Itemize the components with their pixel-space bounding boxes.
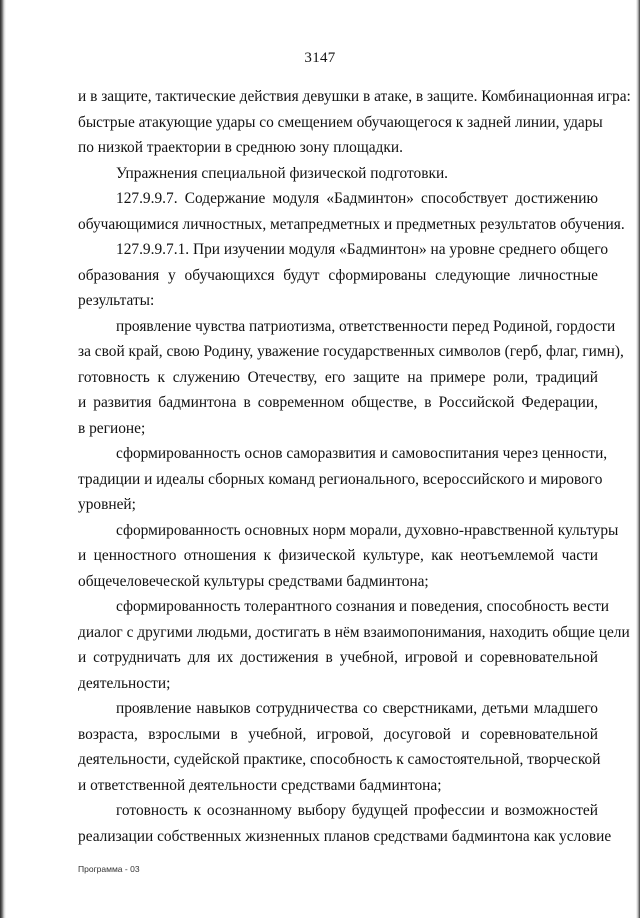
text-line: и сотрудничать для их достижения в учебной, игровой и соревновательной	[78, 649, 598, 666]
scan-right-edge	[636, 0, 640, 918]
page-number: 3147	[304, 50, 336, 66]
paragraph	[78, 798, 612, 849]
paragraph	[78, 186, 625, 237]
paragraph	[78, 314, 624, 442]
page-footer: Программа - 03	[78, 864, 140, 874]
document-body	[78, 84, 631, 849]
text-line: деятельности;	[78, 674, 171, 692]
text-line: традиции и идеалы сборных команд регионального, всероссийского и мирового	[78, 470, 603, 488]
text-line: сформированность толерантного сознания и поведения, способность вести	[116, 598, 610, 615]
text-line: и ответственной деятельности средствами бадминтона;	[78, 776, 442, 794]
scan-left-edge	[0, 0, 6, 918]
text-line: быстрые атакующие удары со смещением обучающегося к задней линии, удары	[78, 113, 603, 131]
text-line: реализации собственных жизненных планов средствами бадминтона как условие	[78, 827, 612, 845]
paragraph	[78, 161, 598, 187]
text-line: 127.9.9.7.1. При изучении модуля «Бадминтон» на уровне среднего общего	[116, 241, 609, 258]
text-line: сформированность основ саморазвития и самовоспитания через ценности,	[116, 445, 608, 462]
text-line: возраста, взрослыми в учебной, игровой, досуговой и соревновательной	[78, 725, 598, 743]
text-line: и ценностного отношения к физической культуре, как неотъемлемой части	[78, 547, 598, 564]
text-line: уровней;	[78, 496, 136, 513]
paragraph	[78, 696, 601, 798]
text-line: образования у обучающихся будут сформированы следующие личностные	[78, 266, 598, 284]
text-line: за свой край, свою Родину, уважение государственных символов (герб, флаг, гимн),	[78, 343, 624, 360]
text-line: Упражнения специальной физической подготовки.	[116, 164, 449, 182]
text-line: готовность к служению Отечеству, его защите на примере роли, традиций	[78, 368, 598, 386]
text-line: деятельности, судейской практике, способность к самостоятельной, творческой	[78, 751, 601, 768]
text-line: в регионе;	[78, 419, 146, 437]
text-line: результаты:	[78, 292, 155, 309]
text-line: общечеловеческой культуры средствами бадминтона;	[78, 572, 429, 590]
text-line: обучающимися личностных, метапредметных и предметных результатов обучения.	[78, 215, 625, 233]
paragraph	[78, 84, 631, 161]
paragraph	[78, 594, 630, 696]
paragraph	[78, 518, 619, 595]
text-line: готовность к осознанному выбору будущей профессии и возможностей	[116, 802, 598, 819]
text-line: диалог с другими людьми, достигать в нём взаимопонимания, находить общие цели	[78, 623, 630, 641]
text-line: проявление навыков сотрудничества со сверстниками, детьми младшего	[116, 700, 598, 717]
paragraph	[78, 441, 608, 518]
text-line: по низкой траектории в среднюю зону площадки.	[78, 139, 403, 156]
paragraph	[78, 237, 609, 314]
text-line: и в защите, тактические действия девушки в атаке, в защите. Комбинационная игра:	[78, 88, 631, 105]
text-line: проявление чувства патриотизма, ответственности перед Родиной, гордости	[116, 317, 616, 335]
text-line: сформированность основных норм морали, духовно-нравственной культуры	[116, 521, 619, 539]
text-line: 127.9.9.7. Содержание модуля «Бадминтон» способствует достижению	[116, 190, 598, 207]
text-line: и развития бадминтона в современном обществе, в Российской Федерации,	[78, 394, 598, 411]
